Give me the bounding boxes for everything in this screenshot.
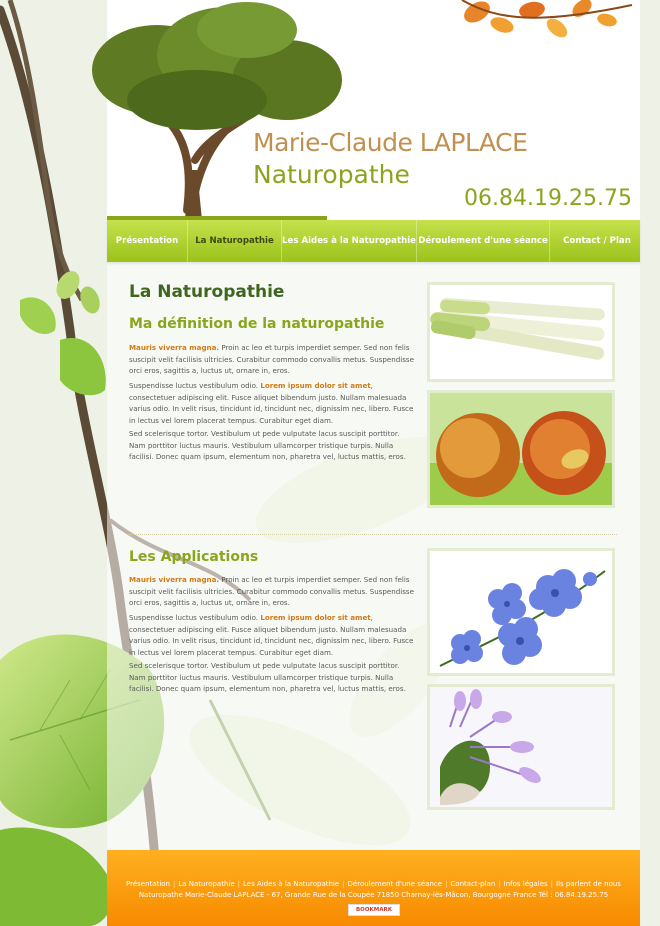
footer-link-les-aides[interactable]: Les Aides à la Naturopathie (243, 880, 340, 888)
blue-flowers-photo (427, 548, 615, 676)
separator: | (550, 880, 554, 888)
paragraph (129, 660, 417, 695)
paragraph-text: Proin ac leo et turpis imperdiet semper. Sed non felis suscipit velit facilisis ultricies. Curabitur commodo convallis metus. Suspendisse orci eros, sagittis a, luctus ut, ornare in, eros. (129, 343, 414, 375)
paragraph-text: , consectetuer adipiscing elit. Fusce aliquet bibendum justo. Nullam malesuada varius odio. In velit risus, tincidunt id, tincidunt nec, dignissim nec, libero. Fusce in lectus vel lorem placerat tempus. Curabitur eget diam. (129, 613, 414, 657)
separator: | (237, 880, 240, 888)
footer-link-contact-plan[interactable]: Contact-plan (450, 880, 496, 888)
section-heading-applications: Les Applications (129, 549, 259, 565)
lemongrass-photo (427, 282, 615, 382)
footer-links (107, 880, 640, 888)
separator: | (445, 880, 448, 888)
footer-address: Naturopathe Marie-Claude LAPLACE - 67, Grande Rue de la Coupée 71850 Charnay-lès-Mâcon, Bourgogne France Tél : 06.84.19.25.75 (138, 891, 609, 899)
section-divider (129, 534, 617, 535)
purple-flower-photo (427, 684, 615, 810)
paragraph (129, 380, 417, 426)
footer-link-la-naturopathie[interactable]: La Naturopathie (178, 880, 235, 888)
apricot-photo (427, 390, 615, 508)
brand-name: Marie-Claude LAPLACE (253, 128, 528, 157)
page-title: La Naturopathie (129, 282, 285, 302)
highlight-text: Mauris viverra magna. (129, 343, 220, 352)
highlight-text: Lorem ipsum dolor sit amet (260, 613, 371, 622)
highlight-text: Lorem ipsum dolor sit amet (260, 381, 371, 390)
paragraph-text: , consectetuer adipiscing elit. Fusce aliquet bibendum justo. Nullam malesuada varius odio. In velit risus, tincidunt id, tincidunt nec, dignissim nec, libero. Fusce in lectus vel lorem placerat tempus. Curabitur eget diam. (129, 381, 414, 425)
separator: | (342, 880, 345, 888)
highlight-text: Mauris viverra magna. (129, 575, 220, 584)
footer-link-deroulement[interactable]: Déroulement d'une séance (347, 880, 443, 888)
site-footer (107, 850, 640, 926)
main-content (107, 262, 640, 850)
autumn-leaves-illustration (457, 0, 640, 50)
paragraph-text: Suspendisse luctus vestibulum odio. (129, 381, 261, 390)
bookmark-button[interactable]: BOOKMARK (348, 904, 400, 916)
paragraph (129, 428, 417, 463)
nav-item-presentation[interactable]: Présentation (107, 220, 188, 262)
nav-item-les-aides[interactable]: Les Aides à la Naturopathie (282, 220, 417, 262)
section-heading-definition: Ma définition de la naturopathie (129, 316, 385, 332)
separator: | (498, 880, 501, 888)
nav-item-deroulement[interactable]: Déroulement d'une séance (417, 220, 550, 262)
footer-link-ils-parlent[interactable]: Ils parlent de nous (556, 880, 621, 888)
footer-link-infos-legales[interactable]: Infos légales (503, 880, 548, 888)
main-navigation (107, 220, 640, 262)
paragraph-text: Sed scelerisque tortor. Vestibulum ut pede vulputate lacus suscipit porttitor. Nam porttitor luctus mauris. Vestibulum ullamcorper tristique turpis. Nulla facilisi. Donec quam ipsum, elementum non, pharetra vel, luctus mattis, eros. (129, 661, 406, 693)
paragraph-text: Sed scelerisque tortor. Vestibulum ut pede vulputate lacus suscipit porttitor. Nam porttitor luctus mauris. Vestibulum ullamcorper tristique turpis. Nulla facilisi. Donec quam ipsum, elementum non, pharetra vel, luctus mattis, eros. (129, 429, 406, 461)
paragraph (129, 612, 417, 658)
paragraph (129, 342, 417, 377)
nav-item-contact-plan[interactable]: Contact / Plan (563, 236, 631, 246)
paragraph-text: Proin ac leo et turpis imperdiet semper. Sed non felis suscipit velit facilisis ultricies. Curabitur commodo convallis metus. Suspendisse orci eros, sagittis a, luctus ut, ornare in, eros. (129, 575, 414, 607)
nav-item-la-naturopathie[interactable]: La Naturopathie (188, 220, 282, 262)
paragraph (129, 574, 417, 609)
paragraph-text: Suspendisse luctus vestibulum odio. (129, 613, 261, 622)
footer-link-presentation[interactable]: Présentation (126, 880, 170, 888)
site-header (107, 0, 640, 220)
phone-number: 06.84.19.25.75 (464, 186, 632, 211)
separator: | (172, 880, 176, 888)
brand-subtitle: Naturopathe (253, 160, 410, 189)
page-container (107, 0, 640, 926)
